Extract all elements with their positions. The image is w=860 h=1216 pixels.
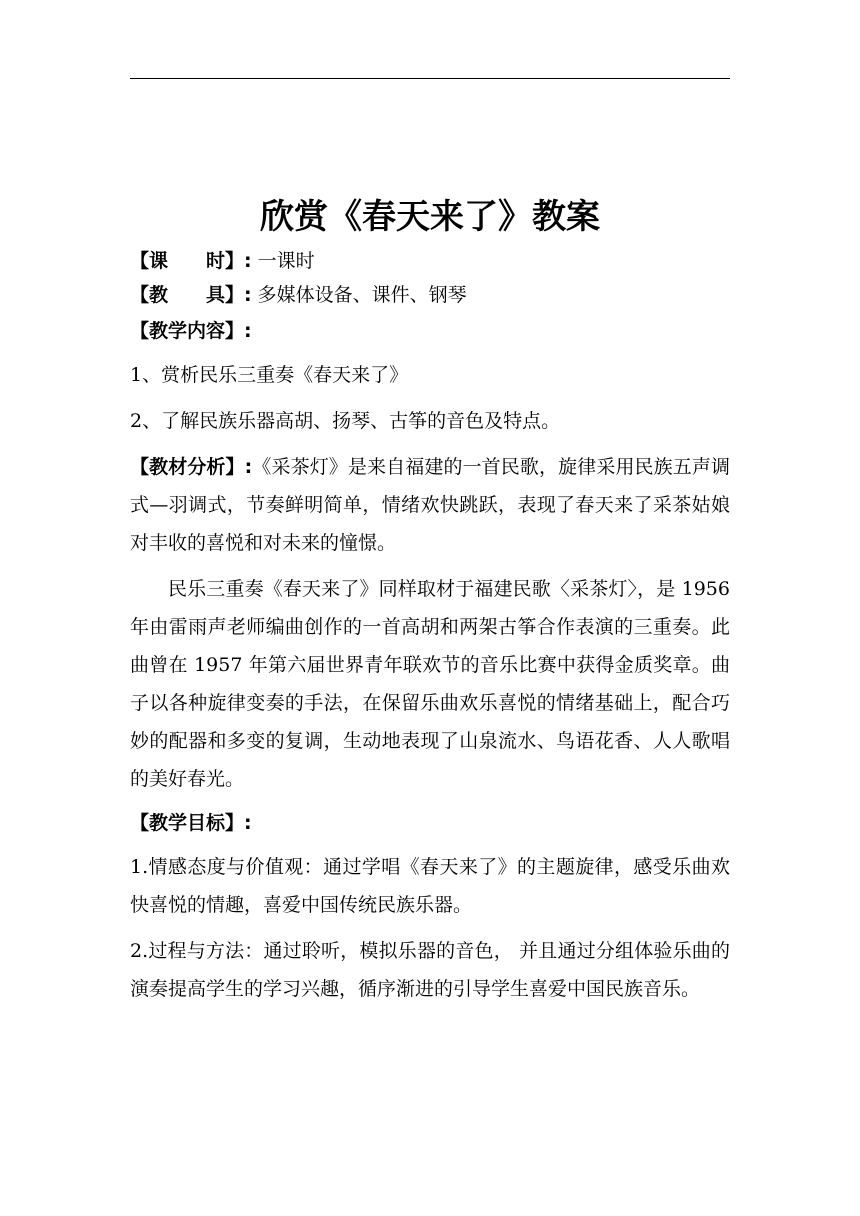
section-heading-goals: 【教学目标】: [130,812,252,834]
goal-item: 1.情感态度与价值观：通过学唱《春天来了》的主题旋律，感受乐曲欢快喜悦的情趣，喜爱中国传统民族乐器。 [130,856,730,916]
analysis-text: 《采茶灯》是来自福建的一首民歌，旋律采用民族五声调式—羽调式，节奏鲜明简单，情绪欢快跳跃，表现了春天来了采茶姑娘对丰收的喜悦和对未来的憧憬。 [130,456,730,554]
content-item: 2、了解民族乐器高胡、扬琴、古筝的音色及特点。 [130,410,561,432]
meta-teaching-aids [130,278,730,312]
analysis-paragraph-2: 民乐三重奏《春天来了》同样取材于福建民歌〈采茶灯〉，是 1956 年由雷雨声老师编曲创作的一首高胡和两架古筝合作表演的三重奏。此曲曾在 1957 年第六届世界青年联欢节的音乐比赛中获得金质奖章。曲子以各种旋律变奏的手法，在保留乐曲欢乐喜悦的情绪基础上，配合巧妙的配器和多变的复调，生动地表现了山泉流水、鸟语花香、人人歌唱的美好春光。 [130,578,730,790]
header-rule [130,78,730,79]
document-title: 欣赏《春天来了》教案 [260,197,600,237]
content-item: 1、赏析民乐三重奏《春天来了》 [130,364,409,386]
section-heading-analysis: 【教材分析】: [130,456,253,478]
meta-class-hours [130,244,730,278]
analysis-paragraph [130,448,730,562]
meta-value: 一课时 [257,250,315,272]
section-heading-content: 【教学内容】: [130,320,252,342]
document-body [130,190,730,1008]
goal-item: 2.过程与方法：通过聆听，模拟乐器的音色， 并且通过分组体验乐曲的演奏提高学生的学习兴趣，循序渐进的引导学生喜爱中国民族音乐。 [130,940,730,1000]
meta-label: 【课 时】: [130,250,252,272]
meta-label: 【教 具】: [130,284,252,306]
meta-value: 多媒体设备、课件、钢琴 [257,284,467,306]
